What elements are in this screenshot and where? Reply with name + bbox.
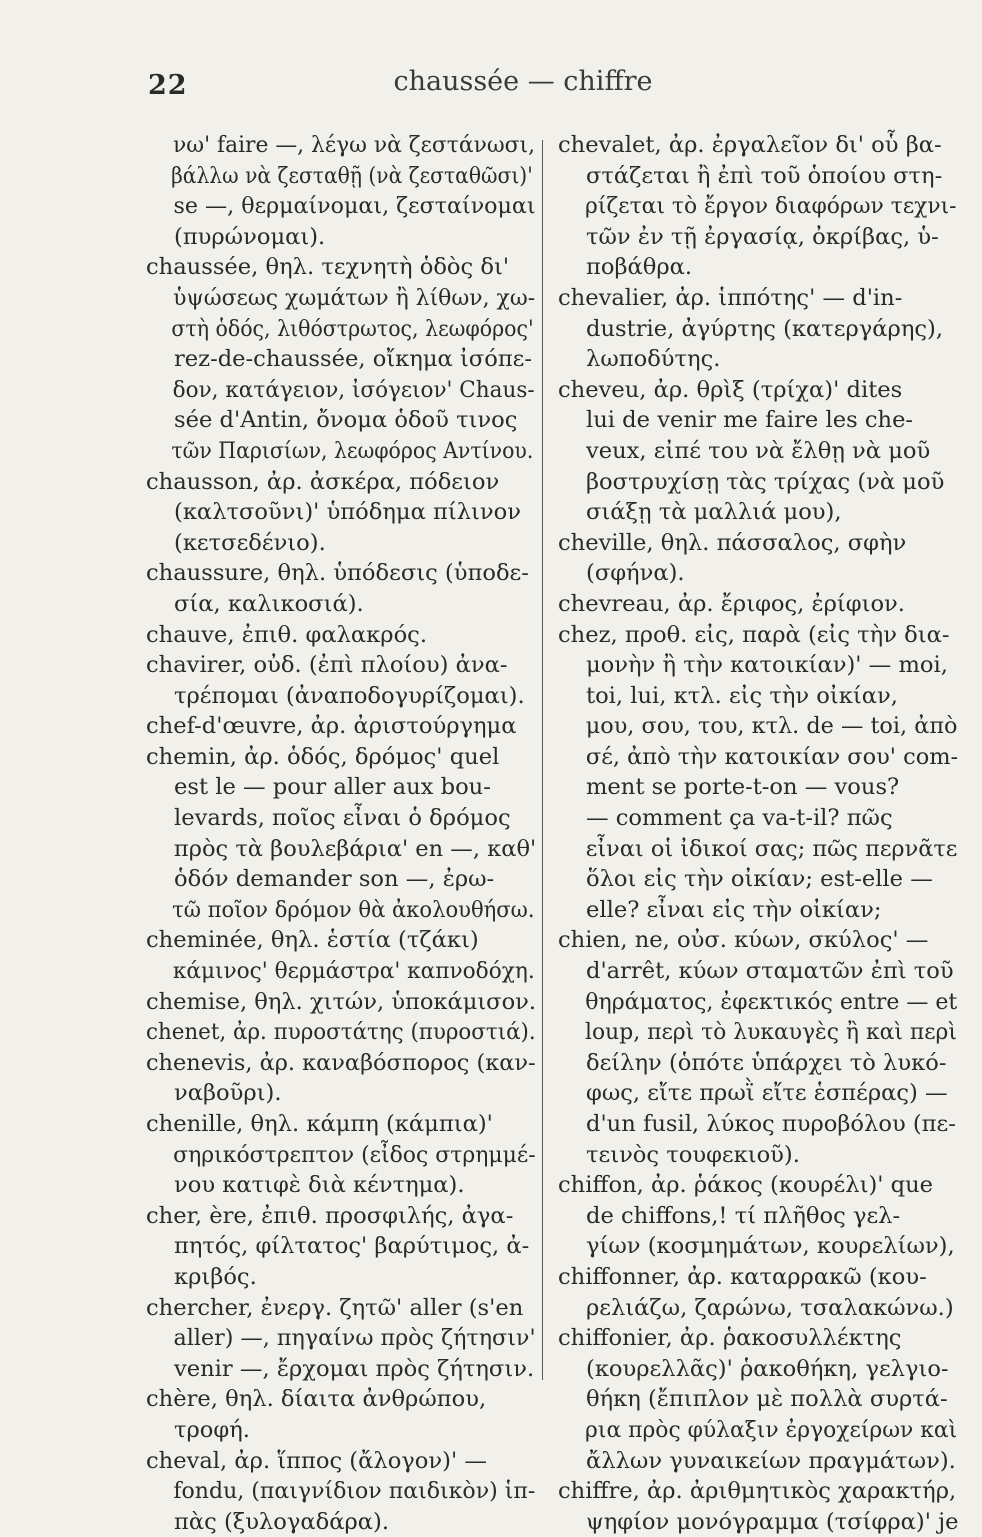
dictionary-line: (κουρελλᾶς)' ῥακοθήκη, γελγιο- [586, 1355, 949, 1382]
dictionary-line: τῶν ἐν τῇ ἐργασίᾳ, ὀκρίβας, ὑ- [586, 223, 939, 250]
dictionary-line: chauve, ἐπιθ. φαλακρός. [146, 621, 428, 648]
dictionary-line: κριβός. [174, 1263, 257, 1290]
column-divider [542, 140, 543, 1380]
dictionary-line: aller) —, πηγαίνω πρὸς ζήτησιν' [173, 1325, 536, 1352]
dictionary-line: chevalier, ἀρ. ἱππότης' — d'in- [558, 284, 903, 311]
dictionary-line: (κετσεδένιο). [174, 529, 326, 556]
dictionary-line: εἶναι οἱ ἰδικοί σας; πῶς περνᾶτε [585, 835, 958, 862]
dictionary-line: chevreau, ἀρ. ἔριφος, ἐρίφιον. [558, 590, 905, 617]
dictionary-line: γίων (κοσμημάτων, κουρελίων), [586, 1233, 955, 1260]
dictionary-line: chaussure, θηλ. ὑπόδεσις (ὑποδε- [146, 560, 529, 587]
dictionary-line: chiffon, ἀρ. ῥάκος (κουρέλι)' que [558, 1172, 934, 1199]
dictionary-line: cheveu, ἀρ. θρὶξ (τρίχα)' dites [558, 376, 903, 403]
dictionary-line: δείλην (ὁπότε ὑπάρχει τὸ λυκό- [586, 1049, 947, 1076]
dictionary-line: loup, περὶ τὸ λυκαυγὲς ἢ καὶ περὶ [585, 1019, 957, 1046]
dictionary-line: se —, θερμαίνομαι, ζεσταίνομαι [173, 193, 536, 220]
dictionary-line: νω' faire —, λέγω νὰ ζεστάνωσι, [173, 132, 536, 158]
dictionary-line: rez-de-chaussée, οἴκημα ἰσόπε- [174, 346, 533, 373]
dictionary-line: chercher, ἐνεργ. ζητῶ' aller (s'en [146, 1294, 524, 1321]
dictionary-line: ποβάθρα. [586, 254, 693, 281]
dictionary-line: θήκη (ἔπιπλον μὲ πολλὰ συρτά- [586, 1386, 948, 1413]
dictionary-line: ρελιάζω, ζαρώνω, τσαλακώνω.) [586, 1294, 954, 1321]
dictionary-line: τῶ ποῖον δρόμον θὰ ἀκολουθήσω. [172, 896, 535, 923]
dictionary-line: (σφήνα). [586, 560, 685, 587]
dictionary-line: chevalet, ἀρ. ἐργαλεῖον δι' οὗ βα- [558, 132, 942, 158]
dictionary-line: ψηφίον μονόγραμμα (τσίφρα)' je [586, 1508, 959, 1535]
dictionary-line: στάζεται ἢ ἐπὶ τοῦ ὁποίου στη- [586, 162, 943, 189]
dictionary-line: chiffre, ἀρ. ἀριθμητικὸς χαρακτήρ, [558, 1478, 957, 1505]
dictionary-line: σιάξῃ τὰ μαλλιά μου), [586, 499, 842, 526]
dictionary-line: νου κατιφὲ διὰ κέντημα). [174, 1172, 465, 1199]
dictionary-line: σηρικόστρεπτον (εἶδος στρημμέ- [173, 1141, 536, 1168]
right-column [558, 130, 958, 1537]
dictionary-line: dustrie, ἀγύρτης (κατεργάρης), [586, 315, 944, 342]
dictionary-line: d'arrêt, κύων σταματῶν ἐπὶ τοῦ [586, 958, 954, 985]
dictionary-line: — comment ça va-t-il? πῶς [586, 805, 893, 832]
dictionary-line: cher, ère, ἐπιθ. προσφιλής, ἀγα- [146, 1202, 514, 1229]
dictionary-line: chef-d'œuvre, ἀρ. ἀριστούργημα [146, 713, 517, 740]
dictionary-line: (πυρώνομαι). [174, 223, 326, 250]
dictionary-line: βοστρυχίσῃ τὰς τρίχας (νὰ μοῦ [586, 468, 945, 495]
dictionary-line: σία, καλικοσιά). [174, 590, 364, 617]
dictionary-line: ὅλοι εἰς τὴν οἰκίαν; est-elle — [586, 866, 933, 893]
dictionary-line: chenille, θηλ. κάμπη (κάμπια)' [146, 1111, 493, 1137]
dictionary-line: ment se porte-t-on — vous? [586, 774, 900, 801]
dictionary-line: θηράματος, ἐφεκτικός entre — et [585, 988, 958, 1015]
running-head [0, 66, 982, 97]
dictionary-line: chaussée, θηλ. τεχνητὴ ὁδὸς δι' [146, 254, 510, 281]
dictionary-line: cheminée, θηλ. ἑστία (τζάκι) [146, 927, 479, 954]
dictionary-line: σέ, ἀπὸ τὴν κατοικίαν σου' com- [585, 743, 959, 770]
dictionary-line: chemise, θηλ. χιτών, ὑποκάμισον. [146, 988, 536, 1015]
dictionary-line: ἄλλων γυναικείων πραγμάτων). [586, 1447, 956, 1474]
dictionary-line: ρίζεται τὸ ἔργον διαφόρων τεχνι- [585, 193, 957, 220]
dictionary-line: de chiffons,! τί πλῆθος γελ- [586, 1202, 901, 1229]
dictionary-line: chausson, ἀρ. ἀσκέρα, πόδειον [146, 468, 500, 495]
dictionary-line: chemin, ἀρ. ὁδός, δρόμος' quel [146, 743, 500, 770]
dictionary-line: d'un fusil, λύκος πυροβόλου (πε- [586, 1111, 956, 1137]
dictionary-line: chenet, ἀρ. πυροστάτης (πυροστιά). [146, 1019, 536, 1046]
dictionary-line: λωποδύτης. [586, 346, 721, 373]
dictionary-line: στὴ ὁδός, λιθόστρωτος, λεωφόρος' [171, 315, 534, 342]
dictionary-line: lui de venir me faire les che- [586, 407, 914, 434]
dictionary-line: elle? εἶναι εἰς τὴν οἰκίαν; [586, 896, 882, 923]
dictionary-line: πρὸς τὰ βουλεβάρια' en —, καθ' [173, 835, 537, 862]
dictionary-line: est le — pour aller aux bou- [174, 774, 491, 801]
dictionary-line: τρέπομαι (ἀναποδογυρίζομαι). [174, 682, 525, 709]
dictionary-line: chavirer, οὐδ. (ἐπὶ πλοίου) ἀνα- [146, 652, 508, 679]
dictionary-line: venir —, ἔρχομαι πρὸς ζήτησιν. [174, 1355, 535, 1382]
dictionary-line: (καλτσοῦνι)' ὑπόδημα πίλινον [174, 499, 521, 526]
dictionary-line: chez, προθ. εἰς, παρὰ (εἰς τὴν δια- [558, 621, 950, 648]
dictionary-line: chère, θηλ. δίαιτα ἀνθρώπου, [146, 1386, 487, 1413]
dictionary-line: cheval, ἀρ. ἵππος (ἄλογον)' — [146, 1447, 487, 1474]
running-head-text: chaussée — chiffre [393, 66, 653, 97]
dictionary-line: τεινὸς τουφεκιοῦ). [586, 1141, 800, 1168]
dictionary-line: ὑψώσεως χωμάτων ἢ λίθων, χω- [173, 284, 536, 311]
dictionary-line: toi, lui, κτλ. εἰς τὴν οἰκίαν, [586, 682, 898, 709]
dictionary-line: πὰς (ξυλογαδάρα). [174, 1508, 390, 1535]
dictionary-line: chiffonier, ἀρ. ῥακοσυλλέκτης [558, 1325, 902, 1352]
dictionary-line: levards, ποῖος εἶναι ὁ δρόμος [174, 805, 511, 832]
dictionary-line: πητός, φίλτατος' βαρύτιμος, ἀ- [174, 1233, 530, 1260]
dictionary-line: chien, ne, οὐσ. κύων, σκύλος' — [558, 927, 929, 954]
left-column [146, 130, 536, 1537]
dictionary-line: fondu, (παιγνίδιον παιδικὸν) ἱπ- [173, 1478, 536, 1505]
dictionary-line: ὁδόν demander son —, ἐρω- [174, 866, 495, 893]
dictionary-line: τῶν Παρισίων, λεωφόρος Αντίνου. [171, 437, 534, 464]
page-number: 22 [148, 70, 188, 101]
dictionary-line: φως, εἴτε πρωῒ εἴτε ἑσπέρας) — [586, 1080, 948, 1107]
dictionary-line: δον, κατάγειον, ἰσόγειον' Chaus- [172, 376, 535, 403]
dictionary-line: sée d'Antin, ὄνομα ὁδοῦ τινος [174, 407, 518, 434]
dictionary-line: cheville, θηλ. πάσσαλος, σφὴν [558, 529, 907, 556]
dictionary-line: μονὴν ἢ τὴν κατοικίαν)' — moi, [586, 652, 948, 679]
dictionary-line: βάλλω νὰ ζεσταθῇ (νὰ ζεσταθῶσι)' [171, 162, 533, 189]
dictionary-line: ναβοῦρι). [174, 1080, 282, 1107]
dictionary-line: κάμινος' θερμάστρα' καπνοδόχη. [172, 958, 535, 985]
dictionary-line: μου, σου, του, κτλ. de — toi, ἀπὸ [585, 713, 958, 740]
dictionary-line: ρια πρὸς φύλαξιν ἐργοχείρων καὶ [585, 1416, 958, 1443]
dictionary-line: chenevis, ἀρ. καναβόσπορος (καν- [146, 1049, 536, 1076]
dictionary-line: τροφή. [174, 1416, 250, 1443]
dictionary-line: veux, εἰπέ του νὰ ἔλθῃ νὰ μοῦ [586, 437, 931, 464]
dictionary-line: chiffonner, ἀρ. καταρρακῶ (κου- [558, 1263, 927, 1290]
